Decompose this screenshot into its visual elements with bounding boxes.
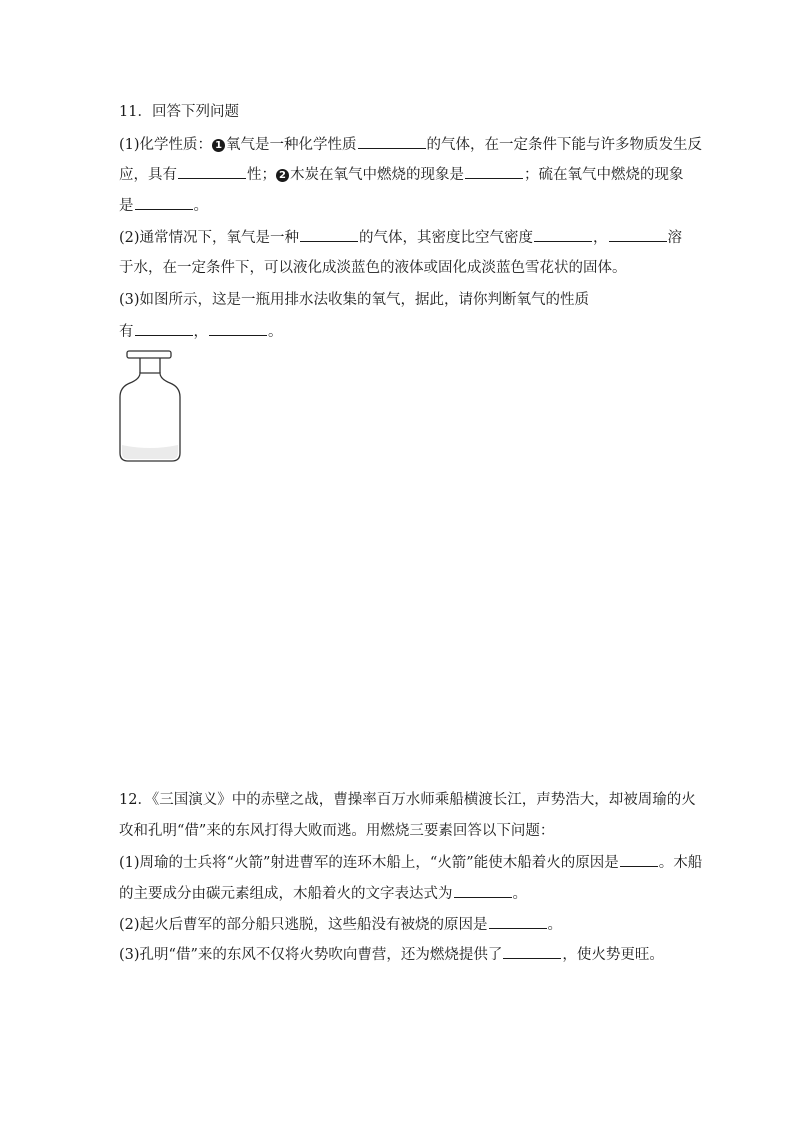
- q11-p1-line1: [119, 134, 702, 155]
- answer-blank[interactable]: [609, 227, 667, 242]
- q11-p3-text: 有: [119, 324, 134, 340]
- answer-blank[interactable]: [534, 227, 592, 242]
- q11-p2-text: ，: [593, 230, 608, 246]
- q12-p2-text: (2)起火后曹军的部分船只逃脱，这些船没有被烧的原因是: [119, 917, 488, 933]
- q11-p1-text: 氧气是一种化学性质: [226, 137, 357, 153]
- q12-p1-line1: [119, 852, 702, 873]
- q11-p2-line1: [119, 227, 682, 248]
- q11-p1-text: 木炭在氧气中燃烧的现象是: [290, 167, 464, 183]
- q11-p2-line2: 于水，在一定条件下，可以液化成淡蓝色的液体或固化成淡蓝色雪花状的固体。: [119, 260, 627, 276]
- q12-p1-text: (1)周瑜的士兵将“火箭”射进曹军的连环木船上，“火箭”能使木船着火的原因是: [119, 855, 619, 871]
- q12-stem-line2: 攻和孔明“借”来的东风打得大败而逃。用燃烧三要素回答以下问题：: [119, 823, 555, 839]
- q11-p1-text: 性；: [247, 167, 276, 183]
- q12-p1-text: 。: [512, 886, 527, 902]
- q12-p2-line: [119, 914, 562, 935]
- q12-p3-text: ，使火势更旺。: [562, 947, 664, 963]
- q11-p1-text: 的气体，在一定条件下能与许多物质发生反: [426, 137, 703, 153]
- q11-p1-text: (1)化学性质：: [119, 137, 213, 153]
- answer-blank[interactable]: [300, 227, 358, 242]
- q11-p2-text: (2)通常情况下，氧气是一种: [119, 230, 300, 246]
- q12-p1-text: 的主要成分由碳元素组成，木船着火的文字表达式为: [119, 886, 453, 902]
- circled-number-2: 2: [276, 169, 289, 182]
- q12-p3-text: (3)孔明“借”来的东风不仅将火势吹向曹营，还为燃烧提供了: [119, 947, 503, 963]
- answer-blank[interactable]: [489, 914, 547, 929]
- answer-blank[interactable]: [178, 164, 246, 179]
- answer-blank[interactable]: [620, 852, 658, 867]
- q11-p1-text: 应，具有: [119, 167, 177, 183]
- gas-bottle-icon: [116, 349, 188, 465]
- answer-blank[interactable]: [358, 134, 426, 149]
- q11-p1-line3: [119, 195, 208, 216]
- q11-p3-text: 。: [268, 324, 283, 340]
- answer-blank[interactable]: [454, 883, 512, 898]
- q11-p1-text: 是: [119, 198, 134, 214]
- answer-blank[interactable]: [209, 321, 267, 336]
- q12-p3-line: [119, 944, 664, 965]
- q12-stem-line1: 12．《三国演义》中的赤壁之战，曹操率百万水师乘船横渡长江，声势浩大，却被周瑜的火: [119, 792, 696, 808]
- q11-p3-text: ，: [193, 324, 208, 340]
- q12-p1-line2: [119, 883, 527, 904]
- q12-p2-text: 。: [547, 917, 563, 933]
- q11-p1-text: ；硫在氧气中燃烧的现象: [524, 167, 684, 183]
- answer-blank[interactable]: [503, 944, 561, 959]
- answer-blank[interactable]: [135, 321, 193, 336]
- q11-title: 11．回答下列问题: [119, 104, 239, 120]
- q11-p3-line1: (3)如图所示，这是一瓶用排水法收集的氧气，据此，请你判断氧气的性质: [119, 292, 590, 308]
- q11-p1-line2: [119, 164, 684, 185]
- q11-p3-line2: [119, 321, 283, 342]
- q12-p1-text: 。木船: [658, 855, 703, 871]
- q11-p1-text: 。: [193, 198, 208, 214]
- answer-blank[interactable]: [135, 195, 193, 210]
- circled-number-1: 1: [212, 139, 225, 152]
- answer-blank[interactable]: [465, 164, 523, 179]
- q11-p2-text: 的气体，其密度比空气密度: [359, 230, 534, 246]
- q11-p2-text: 溶: [667, 230, 683, 246]
